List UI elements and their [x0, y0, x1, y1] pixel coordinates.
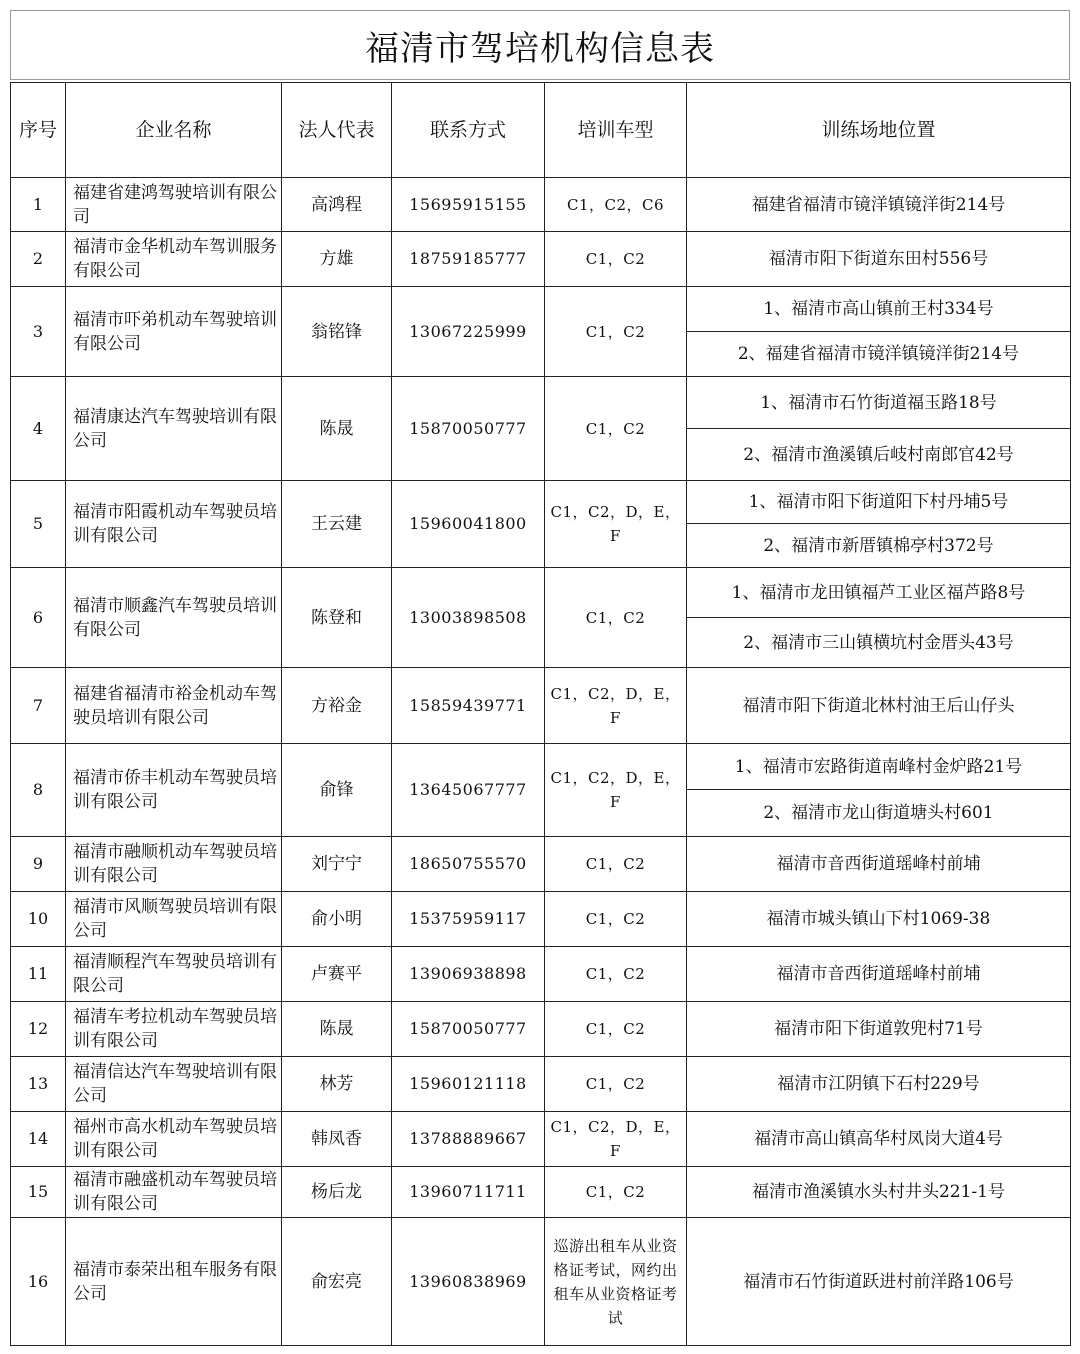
- training-site: 福清市江阴镇下石村229号: [687, 1057, 1071, 1112]
- legal-representative: 杨后龙: [282, 1167, 392, 1218]
- legal-representative: 陈晟: [282, 377, 392, 481]
- vehicle-types: C1，C2: [545, 1002, 687, 1057]
- legal-representative: 翁铭锋: [282, 287, 392, 377]
- contact-phone: 18759185777: [392, 232, 545, 287]
- row-number: 1: [11, 178, 66, 232]
- training-site: 1、福清市宏路街道南峰村金炉路21号: [687, 744, 1071, 790]
- legal-representative: 王云建: [282, 481, 392, 568]
- institution-table: [10, 82, 1071, 1346]
- contact-phone: 15375959117: [392, 892, 545, 947]
- vehicle-types: 巡游出租车从业资格证考试，网约出租车从业资格证考试: [545, 1218, 687, 1346]
- vehicle-types: C1，C2: [545, 1057, 687, 1112]
- legal-representative: 方裕金: [282, 668, 392, 744]
- row-number: 11: [11, 947, 66, 1002]
- contact-phone: 15960121118: [392, 1057, 545, 1112]
- row-number: 14: [11, 1112, 66, 1167]
- row-number: 7: [11, 668, 66, 744]
- vehicle-types: C1，C2: [545, 287, 687, 377]
- contact-phone: 13960838969: [392, 1218, 545, 1346]
- vehicle-types: C1，C2，D，E，F: [545, 1112, 687, 1167]
- header-site: 训练场地位置: [687, 83, 1071, 178]
- vehicle-types: C1，C2: [545, 232, 687, 287]
- table-row: [11, 287, 1071, 332]
- vehicle-types: C1，C2: [545, 892, 687, 947]
- document-sheet: [10, 10, 1070, 1346]
- table-row: [11, 1112, 1071, 1167]
- table-row: [11, 232, 1071, 287]
- training-site: 福清市阳下街道北林村油王后山仔头: [687, 668, 1071, 744]
- training-site: 福清市阳下街道东田村556号: [687, 232, 1071, 287]
- training-site: 福清市高山镇高华村凤岗大道4号: [687, 1112, 1071, 1167]
- row-number: 2: [11, 232, 66, 287]
- training-site: 福清市音西街道瑶峰村前埔: [687, 947, 1071, 1002]
- training-site: 福清市城头镇山下村1069-38: [687, 892, 1071, 947]
- row-number: 15: [11, 1167, 66, 1218]
- company-name: 福清市风顺驾驶员培训有限公司: [66, 892, 282, 947]
- header-no: 序号: [11, 83, 66, 178]
- company-name: 福建省建鸿驾驶培训有限公司: [66, 178, 282, 232]
- legal-representative: 陈登和: [282, 568, 392, 668]
- training-site: 福清市阳下街道敦兜村71号: [687, 1002, 1071, 1057]
- training-site: 2、福清市三山镇横坑村金厝头43号: [687, 618, 1071, 668]
- legal-representative: 韩凤香: [282, 1112, 392, 1167]
- row-number: 13: [11, 1057, 66, 1112]
- training-site: 2、福清市新厝镇棉亭村372号: [687, 524, 1071, 568]
- company-name: 福清市侨丰机动车驾驶员培训有限公司: [66, 744, 282, 837]
- header-representative: 法人代表: [282, 83, 392, 178]
- table-row: [11, 947, 1071, 1002]
- contact-phone: 13906938898: [392, 947, 545, 1002]
- contact-phone: 15960041800: [392, 481, 545, 568]
- row-number: 3: [11, 287, 66, 377]
- company-name: 福清市融顺机动车驾驶员培训有限公司: [66, 837, 282, 892]
- training-site: 福建省福清市镜洋镇镜洋街214号: [687, 178, 1071, 232]
- company-name: 福建省福清市裕金机动车驾驶员培训有限公司: [66, 668, 282, 744]
- contact-phone: 13788889667: [392, 1112, 545, 1167]
- company-name: 福清车考拉机动车驾驶员培训有限公司: [66, 1002, 282, 1057]
- header-company: 企业名称: [66, 83, 282, 178]
- training-site: 1、福清市龙田镇福芦工业区福芦路8号: [687, 568, 1071, 618]
- legal-representative: 陈晟: [282, 1002, 392, 1057]
- company-name: 福清市泰荣出租车服务有限公司: [66, 1218, 282, 1346]
- contact-phone: 13003898508: [392, 568, 545, 668]
- contact-phone: 15870050777: [392, 377, 545, 481]
- company-name: 福清市吓弟机动车驾驶培训有限公司: [66, 287, 282, 377]
- title-box: [10, 10, 1070, 80]
- company-name: 福清市融盛机动车驾驶员培训有限公司: [66, 1167, 282, 1218]
- legal-representative: 林芳: [282, 1057, 392, 1112]
- row-number: 8: [11, 744, 66, 837]
- table-row: [11, 668, 1071, 744]
- header-row: [11, 83, 1071, 178]
- table-row: [11, 568, 1071, 618]
- legal-representative: 方雄: [282, 232, 392, 287]
- row-number: 12: [11, 1002, 66, 1057]
- legal-representative: 卢赛平: [282, 947, 392, 1002]
- company-name: 福清市金华机动车驾训服务有限公司: [66, 232, 282, 287]
- contact-phone: 15859439771: [392, 668, 545, 744]
- row-number: 5: [11, 481, 66, 568]
- row-number: 4: [11, 377, 66, 481]
- vehicle-types: C1，C2: [545, 947, 687, 1002]
- header-vehicle-types: 培训车型: [545, 83, 687, 178]
- vehicle-types: C1，C2，C6: [545, 178, 687, 232]
- vehicle-types: C1，C2: [545, 377, 687, 481]
- vehicle-types: C1，C2: [545, 837, 687, 892]
- company-name: 福清市阳霞机动车驾驶员培训有限公司: [66, 481, 282, 568]
- legal-representative: 俞锋: [282, 744, 392, 837]
- legal-representative: 俞宏亮: [282, 1218, 392, 1346]
- training-site: 2、福建省福清市镜洋镇镜洋街214号: [687, 332, 1071, 377]
- company-name: 福州市高水机动车驾驶员培训有限公司: [66, 1112, 282, 1167]
- vehicle-types: C1，C2: [545, 1167, 687, 1218]
- contact-phone: 18650755570: [392, 837, 545, 892]
- training-site: 1、福清市高山镇前王村334号: [687, 287, 1071, 332]
- table-row: [11, 1167, 1071, 1218]
- table-row: [11, 892, 1071, 947]
- contact-phone: 13067225999: [392, 287, 545, 377]
- contact-phone: 15870050777: [392, 1002, 545, 1057]
- vehicle-types: C1，C2，D，E，F: [545, 481, 687, 568]
- row-number: 9: [11, 837, 66, 892]
- table-row: [11, 481, 1071, 524]
- training-site: 1、福清市石竹街道福玉路18号: [687, 377, 1071, 429]
- company-name: 福清市顺鑫汽车驾驶员培训有限公司: [66, 568, 282, 668]
- table-row: [11, 377, 1071, 429]
- training-site: 福清市石竹街道跃进村前洋路106号: [687, 1218, 1071, 1346]
- company-name: 福清康达汽车驾驶培训有限公司: [66, 377, 282, 481]
- legal-representative: 刘宁宁: [282, 837, 392, 892]
- training-site: 1、福清市阳下街道阳下村丹埔5号: [687, 481, 1071, 524]
- table-body: [11, 178, 1071, 1346]
- table-row: [11, 178, 1071, 232]
- row-number: 16: [11, 1218, 66, 1346]
- vehicle-types: C1，C2: [545, 568, 687, 668]
- contact-phone: 13645067777: [392, 744, 545, 837]
- legal-representative: 俞小明: [282, 892, 392, 947]
- table-row: [11, 837, 1071, 892]
- company-name: 福清顺程汽车驾驶员培训有限公司: [66, 947, 282, 1002]
- table-row: [11, 744, 1071, 790]
- table-row: [11, 1057, 1071, 1112]
- training-site: 福清市渔溪镇水头村井头221-1号: [687, 1167, 1071, 1218]
- company-name: 福清信达汽车驾驶培训有限公司: [66, 1057, 282, 1112]
- training-site: 福清市音西街道瑶峰村前埔: [687, 837, 1071, 892]
- legal-representative: 高鸿程: [282, 178, 392, 232]
- vehicle-types: C1，C2，D，E，F: [545, 744, 687, 837]
- contact-phone: 15695915155: [392, 178, 545, 232]
- vehicle-types: C1，C2，D，E，F: [545, 668, 687, 744]
- header-contact: 联系方式: [392, 83, 545, 178]
- training-site: 2、福清市龙山街道塘头村601: [687, 790, 1071, 837]
- row-number: 6: [11, 568, 66, 668]
- table-row: [11, 1218, 1071, 1346]
- row-number: 10: [11, 892, 66, 947]
- page-title: 福清市驾培机构信息表: [365, 28, 715, 69]
- contact-phone: 13960711711: [392, 1167, 545, 1218]
- table-row: [11, 1002, 1071, 1057]
- training-site: 2、福清市渔溪镇后岐村南郎官42号: [687, 429, 1071, 481]
